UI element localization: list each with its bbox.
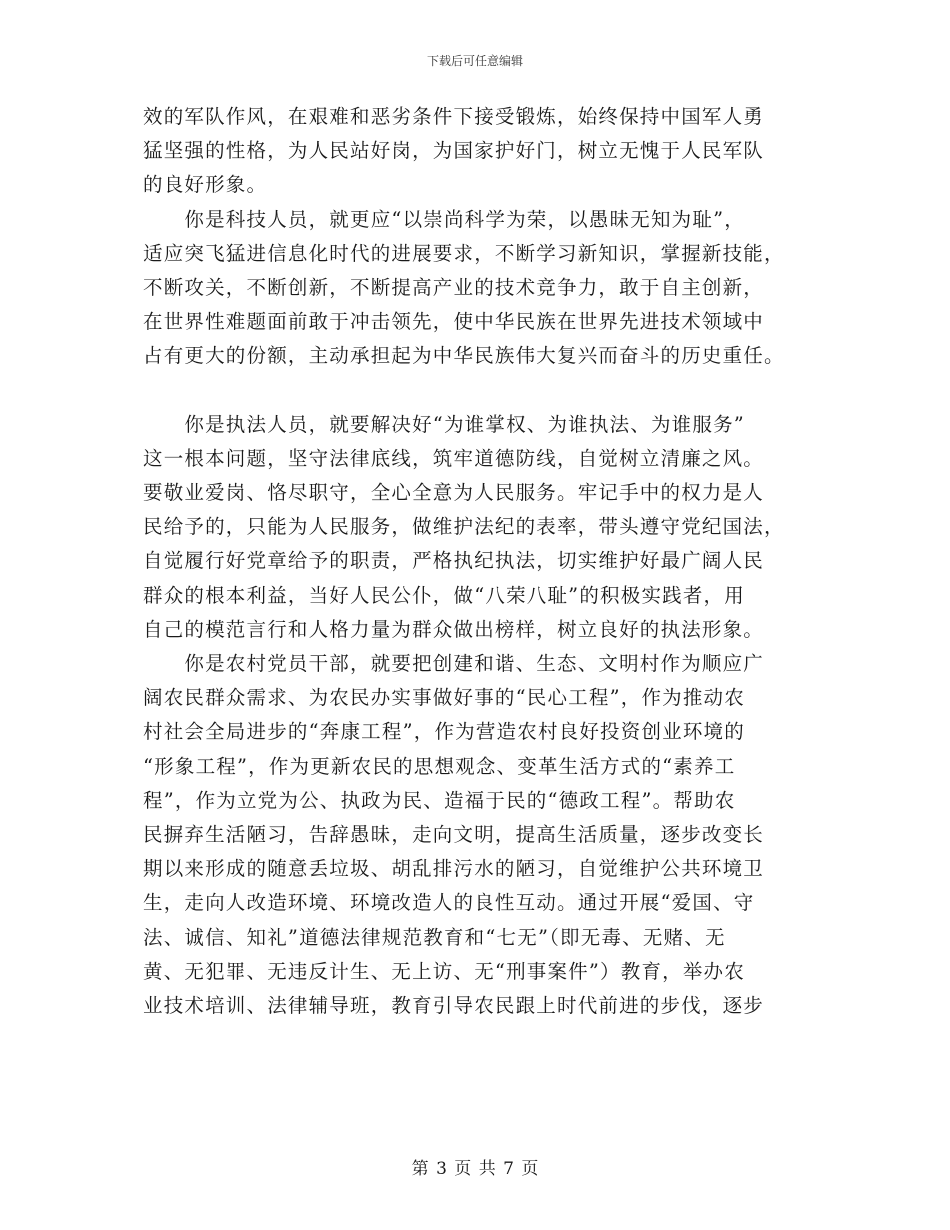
text-line: 村社会全局进步的“奔康工程”，作为营造农村良好投资创业环境的 [143, 720, 745, 744]
text-line: 法、诚信、知礼”道德法律规范教育和“七无”（即无毒、无赌、无 [143, 925, 726, 949]
text-line: 你是科技人员，就更应“以崇尚科学为荣，以愚昧无知为耻”， [143, 207, 745, 231]
text-line: 生，走向人改造环境、环境改造人的良性互动。通过开展“爱国、守 [143, 891, 755, 915]
paragraph-military [143, 100, 807, 203]
text-line: 适应突飞猛进信息化时代的进展要求，不断学习新知识，掌握新技能， [143, 241, 785, 265]
page-header: 下载后可任意编辑 [426, 54, 523, 68]
text-line: 这一根本问题，坚守法律底线，筑牢道德防线，自觉树立清廉之风。 [143, 446, 765, 470]
text-line: 自己的模范言行和人格力量为群众做出榜样，树立良好的执法形象。 [143, 617, 765, 641]
text-line: 的良好形象。 [143, 173, 268, 197]
document-body [143, 100, 807, 1023]
text-line: 要敬业爱岗、恪尽职守，全心全意为人民服务。牢记手中的权力是人 [143, 481, 765, 505]
paragraph-spacer [143, 374, 807, 408]
paragraph-science [143, 203, 807, 374]
text-line: 占有更大的份额，主动承担起为中华民族伟大复兴而奋斗的历史重任。 [143, 344, 785, 368]
text-line: 阔农民群众需求、为农民办实事做好事的“民心工程”，作为推动农 [143, 686, 745, 710]
text-line: 黄、无犯罪、无违反计生、无上访、无“刑事案件”）教育，举办农 [143, 959, 745, 983]
text-line: 程”，作为立党为公、执政为民、造福于民的“德政工程”。帮助农 [143, 788, 736, 812]
text-line: 你是农村党员干部，就要把创建和谐、生态、文明村作为顺应广 [143, 652, 765, 676]
text-line: 猛坚强的性格，为人民站好岗，为国家护好门，树立无愧于人民军队 [143, 139, 765, 163]
text-line: 民摒弃生活陋习，告辞愚昧，走向文明，提高生活质量，逐步改变长 [143, 823, 765, 847]
text-line: 效的军队作风，在艰难和恶劣条件下接受锻炼，始终保持中国军人勇 [143, 105, 765, 128]
text-line: 你是执法人员，就要解决好“为谁掌权、为谁执法、为谁服务” [143, 412, 745, 436]
page-number-footer: 第 3 页 共 7 页 [411, 1159, 539, 1179]
paragraph-law-enforcement [143, 408, 807, 647]
text-line: 期以来形成的随意丢垃圾、胡乱排污水的陋习，自觉维护公共环境卫 [143, 857, 765, 881]
text-line: 在世界性难题面前敢于冲击领先，使中华民族在世界先进技术领域中 [143, 310, 765, 334]
text-line: “形象工程”，作为更新农民的思想观念、变革生活方式的“素养工 [143, 754, 736, 778]
paragraph-rural-cadres [143, 647, 807, 1023]
text-line: 自觉履行好党章给予的职责，严格执纪执法，切实维护好最广阔人民 [143, 549, 765, 573]
text-line: 业技术培训、法律辅导班，教育引导农民跟上时代前进的步伐，逐步 [143, 994, 765, 1018]
text-line: 民给予的，只能为人民服务，做维护法纪的表率，带头遵守党纪国法， [143, 515, 785, 539]
text-line: 群众的根本利益，当好人民公仆，做“八荣八耻”的积极实践者，用 [143, 583, 745, 607]
text-line: 不断攻关，不断创新，不断提高产业的技术竞争力，敢于自主创新， [143, 276, 765, 300]
